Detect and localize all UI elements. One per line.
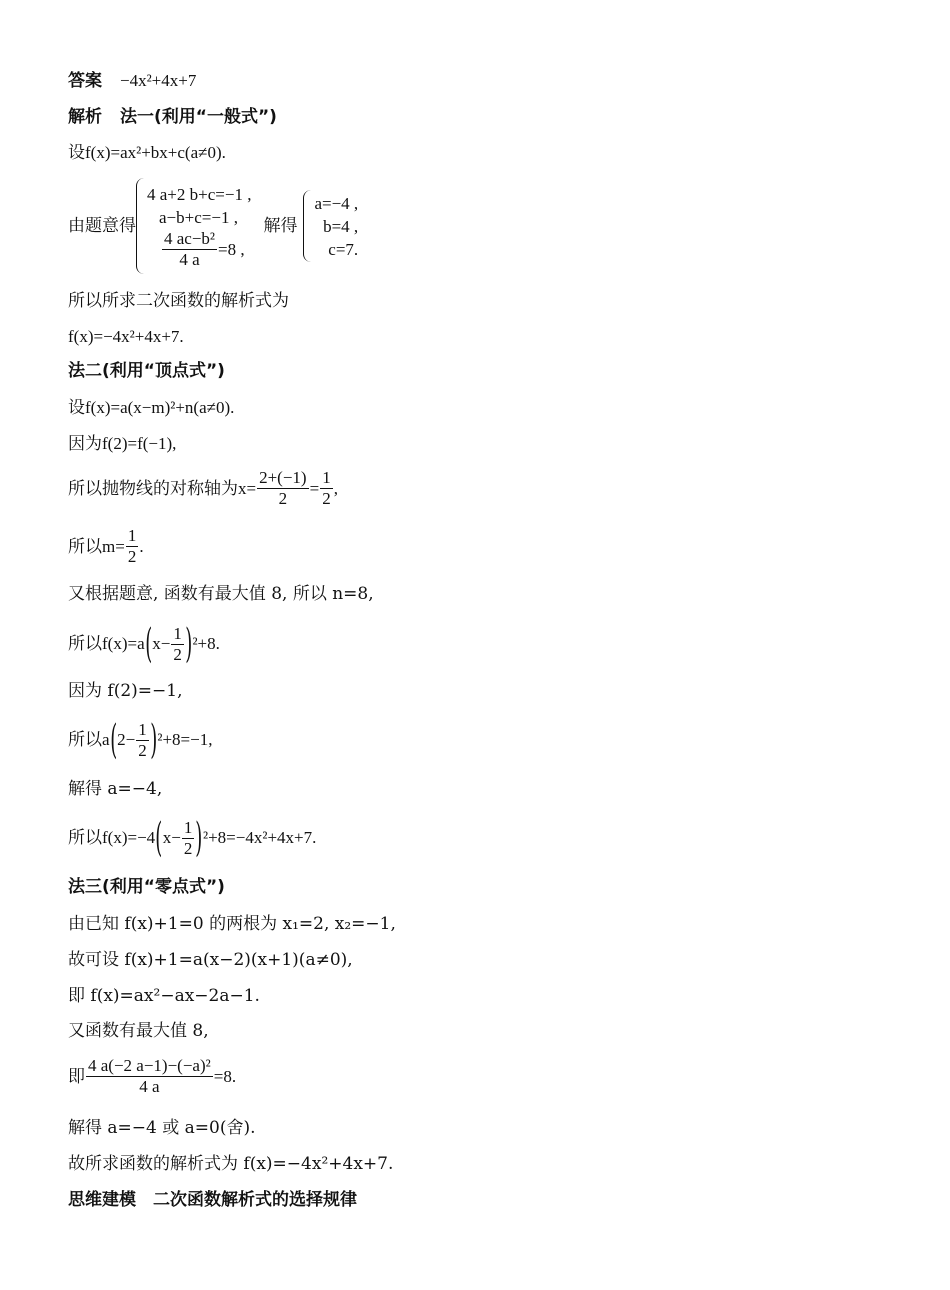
m1-line4 <box>68 326 184 348</box>
m3-l2-text: 故可设 f(x)+1=a(x−2)(x+1)(a≠0), <box>68 950 353 970</box>
system-1-fraction <box>162 229 217 270</box>
m2-line2 <box>68 433 176 455</box>
fraction-denominator: 2 <box>183 838 193 858</box>
m2-l3-pre: 所以抛物线的对称轴为 <box>68 478 238 499</box>
fraction-numerator: 2+(−1) <box>259 468 307 487</box>
fraction-numerator: 4 ac−b² <box>164 228 216 248</box>
m2-line1 <box>68 397 234 419</box>
solve-label: 解得 <box>263 216 298 236</box>
m1-system-line <box>68 178 358 274</box>
m2-l9-text: 解得 a=−4, <box>68 779 163 799</box>
m2-l8-pre: 所以 <box>68 730 102 750</box>
answer-value: −4x²+4x+7 <box>120 71 197 90</box>
system-2-row-2: b=4 , <box>323 216 359 236</box>
left-paren-icon: ( <box>109 717 117 763</box>
analysis-line <box>68 106 277 128</box>
analysis-label: 解析 <box>68 107 102 127</box>
m2-line3 <box>68 468 338 509</box>
axis-fraction <box>257 468 309 509</box>
system-2-row-3: c=7. <box>328 239 359 259</box>
fraction-denominator: 4 a <box>179 249 200 269</box>
m2-l10-pre: 所以 <box>68 828 102 848</box>
m2-line4 <box>68 526 144 567</box>
m2-l10-a: f(x)=−4 <box>102 828 156 847</box>
m1-line3 <box>68 290 289 312</box>
m3-line3 <box>68 985 260 1007</box>
m3-line7 <box>68 1153 393 1175</box>
m2-l2-pre: 因为 <box>68 434 102 454</box>
left-brace-icon <box>303 190 312 262</box>
system-2-row-1: a=−4 , <box>314 193 359 213</box>
period: . <box>139 536 144 556</box>
method3-title: 法三(利用“零点式”) <box>68 877 225 897</box>
fraction-denominator: 4 a <box>139 1077 160 1096</box>
fraction-numerator: 1 <box>183 817 193 837</box>
m2-line9 <box>68 778 162 800</box>
m3-l4-text: 又函数有最大值 8, <box>68 1021 209 1041</box>
fraction-numerator: 4 a(−2 a−1)−(−a)² <box>88 1056 211 1075</box>
fraction-denominator: 2 <box>138 740 147 760</box>
fraction-tail: =8 , <box>218 239 245 259</box>
section-heading: 思维建模 二次函数解析式的选择规律 <box>68 1190 357 1210</box>
m-fraction <box>126 526 139 567</box>
m2-l7-text: 因为 f(2)=−1, <box>68 681 183 701</box>
fraction-numerator: 1 <box>322 468 331 487</box>
answer-label: 答案 <box>68 71 102 91</box>
m3-line6 <box>68 1117 256 1139</box>
comma: , <box>333 478 338 498</box>
method1-title: 法一(利用“一般式”) <box>120 107 277 127</box>
right-paren-icon: ) <box>185 621 193 667</box>
m3-l5-pre: 即 <box>68 1066 85 1087</box>
fraction-numerator: 1 <box>173 623 182 643</box>
m3-title-line <box>68 876 225 898</box>
m2-l8-x: 2− <box>117 730 136 749</box>
m2-l4-pre: 所以 <box>68 536 102 557</box>
m2-l6-fraction <box>171 624 184 665</box>
footer-line <box>68 1189 357 1211</box>
left-brace-icon <box>136 178 145 274</box>
method2-title: 法二(利用“顶点式”) <box>68 361 225 381</box>
fraction-numerator: 1 <box>138 719 147 739</box>
system-2-rows <box>314 192 358 261</box>
m1-result: f(x)=−4x²+4x+7. <box>68 327 184 346</box>
left-paren-icon: ( <box>144 621 152 667</box>
m2-l1-pre: 设 <box>68 398 85 418</box>
system-1-row-3 <box>147 229 251 270</box>
m2-line7 <box>68 680 182 702</box>
m2-l6-pre: 所以 <box>68 634 102 654</box>
m3-line4 <box>68 1020 209 1042</box>
m2-title-line <box>68 360 225 382</box>
m2-l6-a: f(x)=a <box>102 634 145 653</box>
answer-line <box>68 70 196 92</box>
m3-line2 <box>68 949 353 971</box>
m2-l8-a: a <box>102 730 110 749</box>
system-1-row-2: a−b+c=−1 , <box>159 207 238 227</box>
m2-line6 <box>68 622 220 666</box>
system-1-row-1: 4 a+2 b+c=−1 , <box>147 184 252 204</box>
m2-l6-tail: ²+8. <box>192 634 220 653</box>
m1-given-label: 由题意得 <box>68 216 136 236</box>
equals-sign: = <box>309 478 320 498</box>
m2-l8-tail: ²+8=−1, <box>157 730 213 749</box>
m3-l6-text: 解得 a=−4 或 a=0(舍). <box>68 1118 256 1138</box>
m2-line10 <box>68 816 316 860</box>
m3-line5 <box>68 1056 236 1097</box>
m2-l3-x: x= <box>238 478 257 498</box>
m1-conclusion-text: 所以所求二次函数的解析式为 <box>68 291 289 311</box>
m1-l1-pre: 设 <box>68 143 85 163</box>
m2-l4-m: m= <box>102 536 125 556</box>
half-fraction <box>320 468 333 509</box>
left-paren-icon: ( <box>155 815 163 861</box>
m2-l8-fraction <box>136 720 149 761</box>
m2-l10-tail: ²+8=−4x²+4x+7. <box>202 828 317 847</box>
m2-l10-fraction <box>182 818 195 859</box>
m1-l1-expr: f(x)=ax²+bx+c(a≠0). <box>85 143 226 162</box>
m3-l1-text: 由已知 f(x)+1=0 的两根为 x₁=2, x₂=−1, <box>68 914 396 934</box>
m1-line1 <box>68 142 226 164</box>
m2-l10-x: x− <box>162 828 181 847</box>
m3-l7-text: 故所求函数的解析式为 f(x)=−4x²+4x+7. <box>68 1154 394 1174</box>
fraction-denominator: 2 <box>127 547 137 566</box>
fraction-denominator: 2 <box>322 489 331 508</box>
m3-l3-text: 即 f(x)=ax²−ax−2a−1. <box>68 986 260 1006</box>
system-2 <box>303 190 358 262</box>
m2-l5-text: 又根据题意, 函数有最大值 8, 所以 n=8, <box>68 584 374 604</box>
fraction-denominator: 2 <box>278 489 288 508</box>
right-paren-icon: ) <box>150 717 158 763</box>
m3-line1 <box>68 913 396 935</box>
m2-l1-expr: f(x)=a(x−m)²+n(a≠0). <box>85 398 235 417</box>
system-1 <box>136 178 251 274</box>
right-paren-icon: ) <box>195 815 203 861</box>
m2-l2-expr: f(2)=f(−1), <box>102 434 177 453</box>
fraction-numerator: 1 <box>127 526 137 545</box>
fraction-denominator: 2 <box>173 644 182 664</box>
m2-line5 <box>68 583 374 605</box>
system-1-rows <box>147 183 251 270</box>
m3-fraction <box>86 1056 213 1097</box>
m3-l5-tail: =8. <box>213 1066 237 1086</box>
m2-line8 <box>68 718 212 762</box>
m2-l6-x: x− <box>152 634 171 653</box>
